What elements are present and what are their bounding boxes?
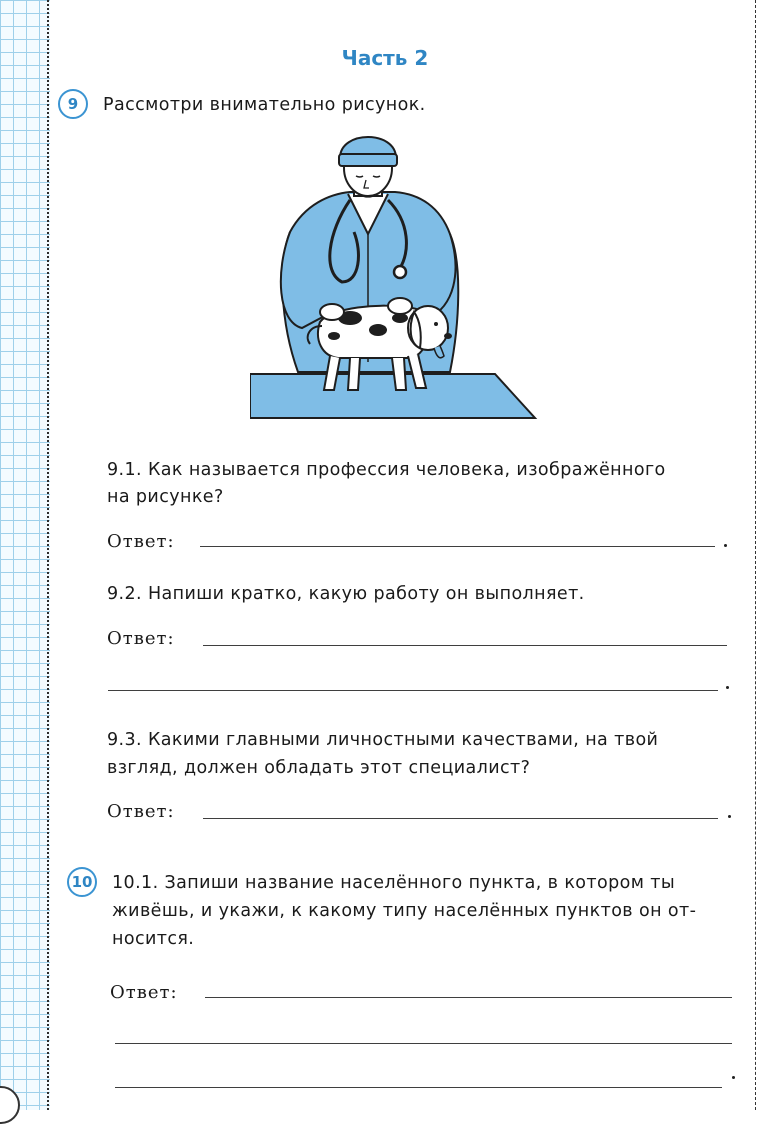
question-9-1-line2: на рисунке? (107, 487, 224, 507)
question-10-1-line2: живёшь, и укажи, к какому типу населённых пунктов он от- (112, 901, 697, 921)
task-9-number: 9 (58, 89, 88, 119)
task-10-number: 10 (67, 867, 97, 897)
answer-line-9-1[interactable] (200, 546, 715, 547)
question-9-3-line1: 9.3. Какими главными личностными качествами, на твой (107, 730, 659, 750)
grid-margin (0, 0, 50, 1110)
answer-line-10-1c[interactable] (115, 1087, 722, 1088)
answer-dot (732, 1076, 735, 1079)
task-9-prompt: Рассмотри внимательно рисунок. (103, 95, 426, 115)
vet-with-dog-illustration (250, 122, 540, 422)
answer-line-10-1a[interactable] (205, 997, 732, 998)
answer-dot (724, 544, 727, 547)
answer-dot (728, 815, 731, 818)
question-10-1-line1: 10.1. Запиши название населённого пункта, в котором ты (112, 873, 676, 893)
answer-line-9-3[interactable] (203, 818, 718, 819)
answer-label-9-1: Ответ: (107, 531, 175, 552)
answer-label-10-1: Ответ: (110, 982, 178, 1003)
question-9-3-line2: взгляд, должен обладать этот специалист? (107, 758, 531, 778)
part-title: Часть 2 (341, 46, 429, 70)
cut-line (755, 0, 756, 1110)
question-9-1-line1: 9.1. Как называется профессия человека, изображённого (107, 460, 666, 480)
question-9-2: 9.2. Напиши кратко, какую работу он выполняет. (107, 584, 585, 604)
answer-line-10-1b[interactable] (115, 1043, 732, 1044)
answer-label-9-3: Ответ: (107, 801, 175, 822)
margin-line (47, 0, 49, 1110)
answer-label-9-2: Ответ: (107, 628, 175, 649)
answer-line-9-2b[interactable] (108, 690, 718, 691)
answer-dot (726, 686, 729, 689)
question-10-1-line3: носится. (112, 929, 195, 949)
answer-line-9-2a[interactable] (203, 645, 727, 646)
